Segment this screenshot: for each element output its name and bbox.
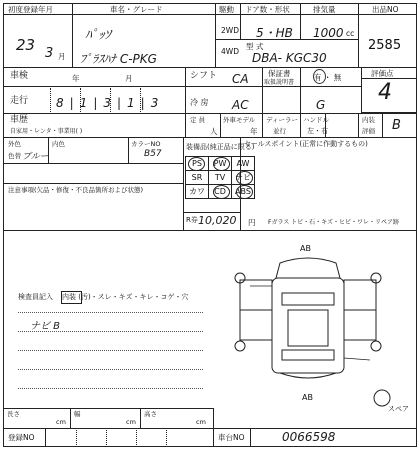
car-grade-label: 車名・グレード — [110, 5, 163, 14]
lot-number: 2585 — [368, 38, 402, 53]
car-roof — [288, 310, 328, 346]
ac-label: 冷 房 — [190, 98, 209, 107]
windshield — [282, 293, 334, 305]
chassis-value: 0066598 — [282, 430, 336, 444]
rear-window — [282, 350, 334, 360]
shift-label: シフト — [190, 71, 218, 81]
inspector-interior-box — [61, 291, 82, 304]
car-rear — [280, 373, 336, 378]
right-front-door — [344, 280, 376, 310]
left-right: 左・右 — [307, 127, 328, 135]
warranty-circle — [313, 69, 326, 84]
exterior-label: 外色 — [8, 140, 21, 148]
drive-label: 駆動 — [219, 5, 234, 14]
handle-label: ハンドル — [303, 116, 329, 124]
equip-sr: SR — [186, 171, 209, 185]
score-label: 評価点 — [371, 69, 394, 78]
shaken-label: 車検 — [10, 71, 29, 81]
car-body — [272, 278, 344, 373]
ext-model-label: 外車モデル — [223, 116, 256, 124]
equip-circle-navi — [236, 171, 253, 185]
parallel-label: 並行 — [273, 127, 286, 135]
left-front-door — [240, 280, 272, 310]
equip-aw: AW — [232, 157, 255, 171]
history-label: 車歴 — [10, 115, 29, 125]
interior-eval-1: 内装 — [362, 116, 375, 124]
ext-year-label: 年 — [250, 127, 258, 136]
chassis-label: 車台NO — [218, 433, 245, 442]
inspector-note: ナビ B — [30, 321, 61, 332]
equip-circle-abs — [236, 185, 253, 199]
shaken-month: 月 — [125, 74, 133, 83]
equip-circle-cd — [213, 185, 230, 199]
equipment-label: 装備品(純正品に限る) — [186, 143, 255, 151]
height-label: 高さ — [144, 410, 157, 418]
reg-no-label: 登録NO — [8, 433, 35, 442]
shift-value: CA — [232, 72, 249, 86]
equip-kawa: カワ — [186, 185, 209, 199]
doors-label: ドア数・形状 — [245, 5, 290, 14]
equip-abs: ABS — [232, 185, 255, 199]
drive-2wd: 2WD — [221, 26, 239, 35]
car-diagram — [210, 238, 405, 413]
ab-front-mark: AB — [300, 244, 311, 253]
manual-label: 取扱説明書 — [264, 79, 295, 86]
first-reg-month: 3 — [45, 46, 54, 61]
mileage-label: 走行 — [10, 96, 29, 106]
equip-circle-ps — [188, 157, 205, 171]
notes-label: 注意事項(欠品・修復・不良品箇所および状態) — [8, 186, 144, 194]
color-no-label: カラーNO — [131, 140, 161, 148]
interior-score: B — [392, 118, 401, 133]
length-unit: cm — [56, 418, 66, 426]
month-unit: 月 — [58, 52, 66, 61]
exterior-color: ブルー — [22, 152, 49, 162]
equip-tv: TV — [209, 171, 232, 185]
cc-unit: cc — [346, 29, 355, 38]
recycle-label: R券 — [186, 216, 198, 224]
shaken-year: 年 — [72, 74, 80, 83]
ab-rear-mark: AB — [302, 393, 313, 402]
mileage-value: 8|1|3|1|3 — [56, 96, 165, 110]
equip-pw: PW — [209, 157, 232, 171]
ext-sub-label: 内色 — [52, 140, 65, 148]
spare-tire — [374, 390, 390, 406]
interior-eval-2: 評価 — [362, 127, 375, 135]
damage-mark-b — [344, 358, 370, 360]
right-rear-door — [344, 310, 376, 340]
displacement-label: 排気量 — [313, 5, 336, 14]
width-label: 幅 — [74, 410, 81, 418]
history-options: 自家用・レンタ・事業用( ) — [10, 128, 83, 135]
car-hood — [276, 258, 340, 278]
first-reg-year: 23 — [16, 36, 36, 54]
color-no-value: B57 — [144, 149, 162, 159]
recycle-value: 10,020 — [198, 214, 237, 227]
car-name: ﾊﾟｯｿ — [85, 28, 111, 43]
warranty-label: 保証書 — [268, 69, 291, 78]
left-rear-wheel — [235, 341, 245, 351]
grade: ﾌﾟﾗｽﾊﾅ C-PKG — [80, 52, 157, 66]
displacement-value: 1000 — [313, 26, 344, 40]
equip-ps: PS — [186, 157, 209, 171]
dealer-label: ディーラー — [266, 116, 298, 124]
width-unit: cm — [126, 418, 136, 426]
inspector-label: 検査員記入 — [18, 293, 53, 301]
warranty-yes-no: 有 ・ 無 — [314, 73, 342, 82]
equip-navi: ナビ — [232, 171, 255, 185]
type-label: 型 式 — [246, 42, 264, 51]
left-rear-door — [240, 310, 272, 340]
length-label: 長さ — [7, 410, 20, 418]
dealer-value: G — [316, 98, 326, 112]
legend: Fガラス トビ・石・キズ・ヒビ・ワレ・リペア跡 — [268, 219, 399, 226]
seats-unit: 人 — [210, 127, 218, 136]
model-code: DBA- KGC30 — [252, 51, 327, 65]
equip-circle-pw — [213, 157, 230, 171]
right-rear-wheel — [371, 341, 381, 351]
color-change-label: 色替 — [8, 152, 21, 160]
spare-label: スペア — [388, 405, 409, 413]
sales-point-label: セールスポイント(正常に作動するもの) — [244, 140, 368, 148]
lot-label: 出品NO — [372, 5, 399, 14]
first-reg-label: 初度登録年月 — [8, 5, 53, 14]
ac-value: AC — [232, 98, 249, 112]
inspector-options: 内装 (汚)・スレ・キズ・キレ・コゲ・穴 — [62, 293, 189, 301]
drive-4wd: 4WD — [221, 47, 239, 56]
score-value: 4 — [378, 80, 392, 105]
seats-label: 定 員 — [190, 116, 206, 124]
height-unit: cm — [196, 418, 206, 426]
doors-value: 5・HB — [256, 26, 293, 40]
equip-cd: CD — [209, 185, 232, 199]
recycle-unit: 円 — [248, 218, 256, 227]
